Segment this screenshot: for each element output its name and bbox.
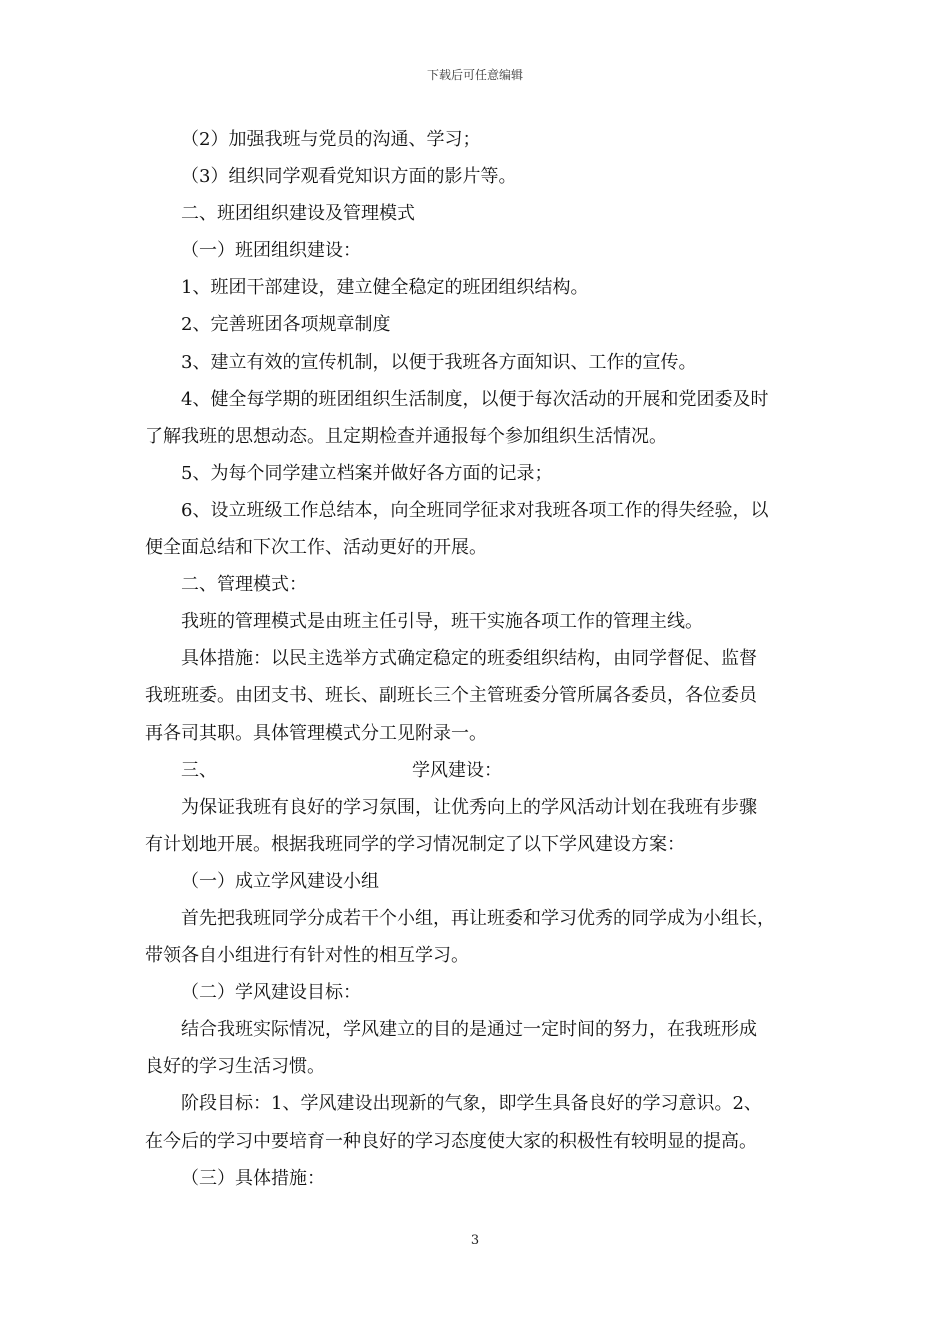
- section-title: 学风建设：: [412, 759, 502, 781]
- paragraph-line: 2、完善班团各项规章制度: [181, 314, 391, 336]
- paragraph-line: 3、建立有效的宣传机制，以便于我班各方面知识、工作的宣传。: [181, 351, 697, 373]
- section-heading: [145, 752, 815, 789]
- section-number: 三、: [181, 759, 217, 781]
- paragraph-line: 良好的学习生活习惯。: [145, 1056, 325, 1078]
- paragraph-line: 有计划地开展。根据我班同学的学习情况制定了以下学风建设方案：: [145, 833, 685, 855]
- paragraph-line: 我班的管理模式是由班主任引导，班干实施各项工作的管理主线。: [181, 611, 703, 633]
- section-heading: 二、管理模式：: [181, 574, 307, 596]
- paragraph-line: 首先把我班同学分成若干个小组，再让班委和学习优秀的同学成为小组长，: [181, 907, 775, 929]
- paragraph-line: 5、为每个同学建立档案并做好各方面的记录；: [181, 462, 553, 484]
- subsection-heading: （一）班团组织建设：: [181, 240, 361, 262]
- paragraph-line: （3）组织同学观看党知识方面的影片等。: [181, 166, 517, 188]
- paragraph-line: 6、设立班级工作总结本，向全班同学征求对我班各项工作的得失经验，以: [181, 499, 769, 521]
- paragraph-line: 结合我班实际情况，学风建立的目的是通过一定时间的努力，在我班形成: [181, 1019, 757, 1041]
- paragraph-line: 带领各自小组进行有针对性的相互学习。: [145, 945, 469, 967]
- paragraph-line: 我班班委。由团支书、班长、副班长三个主管班委分管所属各委员，各位委员: [145, 685, 757, 707]
- section-heading: 二、班团组织建设及管理模式: [181, 203, 415, 225]
- page-number: 3: [470, 1233, 480, 1248]
- paragraph-line: 4、健全每学期的班团组织生活制度，以便于每次活动的开展和党团委及时: [181, 388, 769, 410]
- subsection-heading: （二）学风建设目标：: [181, 982, 361, 1004]
- document-body: [145, 121, 815, 1197]
- paragraph-line: 便全面总结和下次工作、活动更好的开展。: [145, 537, 487, 559]
- paragraph-line: （2）加强我班与党员的沟通、学习；: [181, 129, 481, 150]
- subsection-heading: （三）具体措施：: [181, 1167, 325, 1189]
- paragraph-line: 阶段目标：1、学风建设出现新的气象，即学生具备良好的学习意识。2、: [181, 1093, 762, 1115]
- paragraph-line: 了解我班的思想动态。且定期检查并通报每个参加组织生活情况。: [145, 425, 667, 447]
- paragraph-line: 具体措施：以民主选举方式确定稳定的班委组织结构，由同学督促、监督: [181, 648, 757, 670]
- paragraph-line: 为保证我班有良好的学习氛围，让优秀向上的学风活动计划在我班有步骤: [181, 796, 757, 818]
- subsection-heading: （一）成立学风建设小组: [181, 870, 379, 892]
- page-header: 下载后可任意编辑: [426, 68, 523, 82]
- paragraph-line: 在今后的学习中要培育一种良好的学习态度使大家的积极性有较明显的提高。: [145, 1130, 757, 1152]
- paragraph-line: 1、班团干部建设，建立健全稳定的班团组织结构。: [181, 277, 589, 299]
- paragraph-line: 再各司其职。具体管理模式分工见附录一。: [145, 722, 487, 744]
